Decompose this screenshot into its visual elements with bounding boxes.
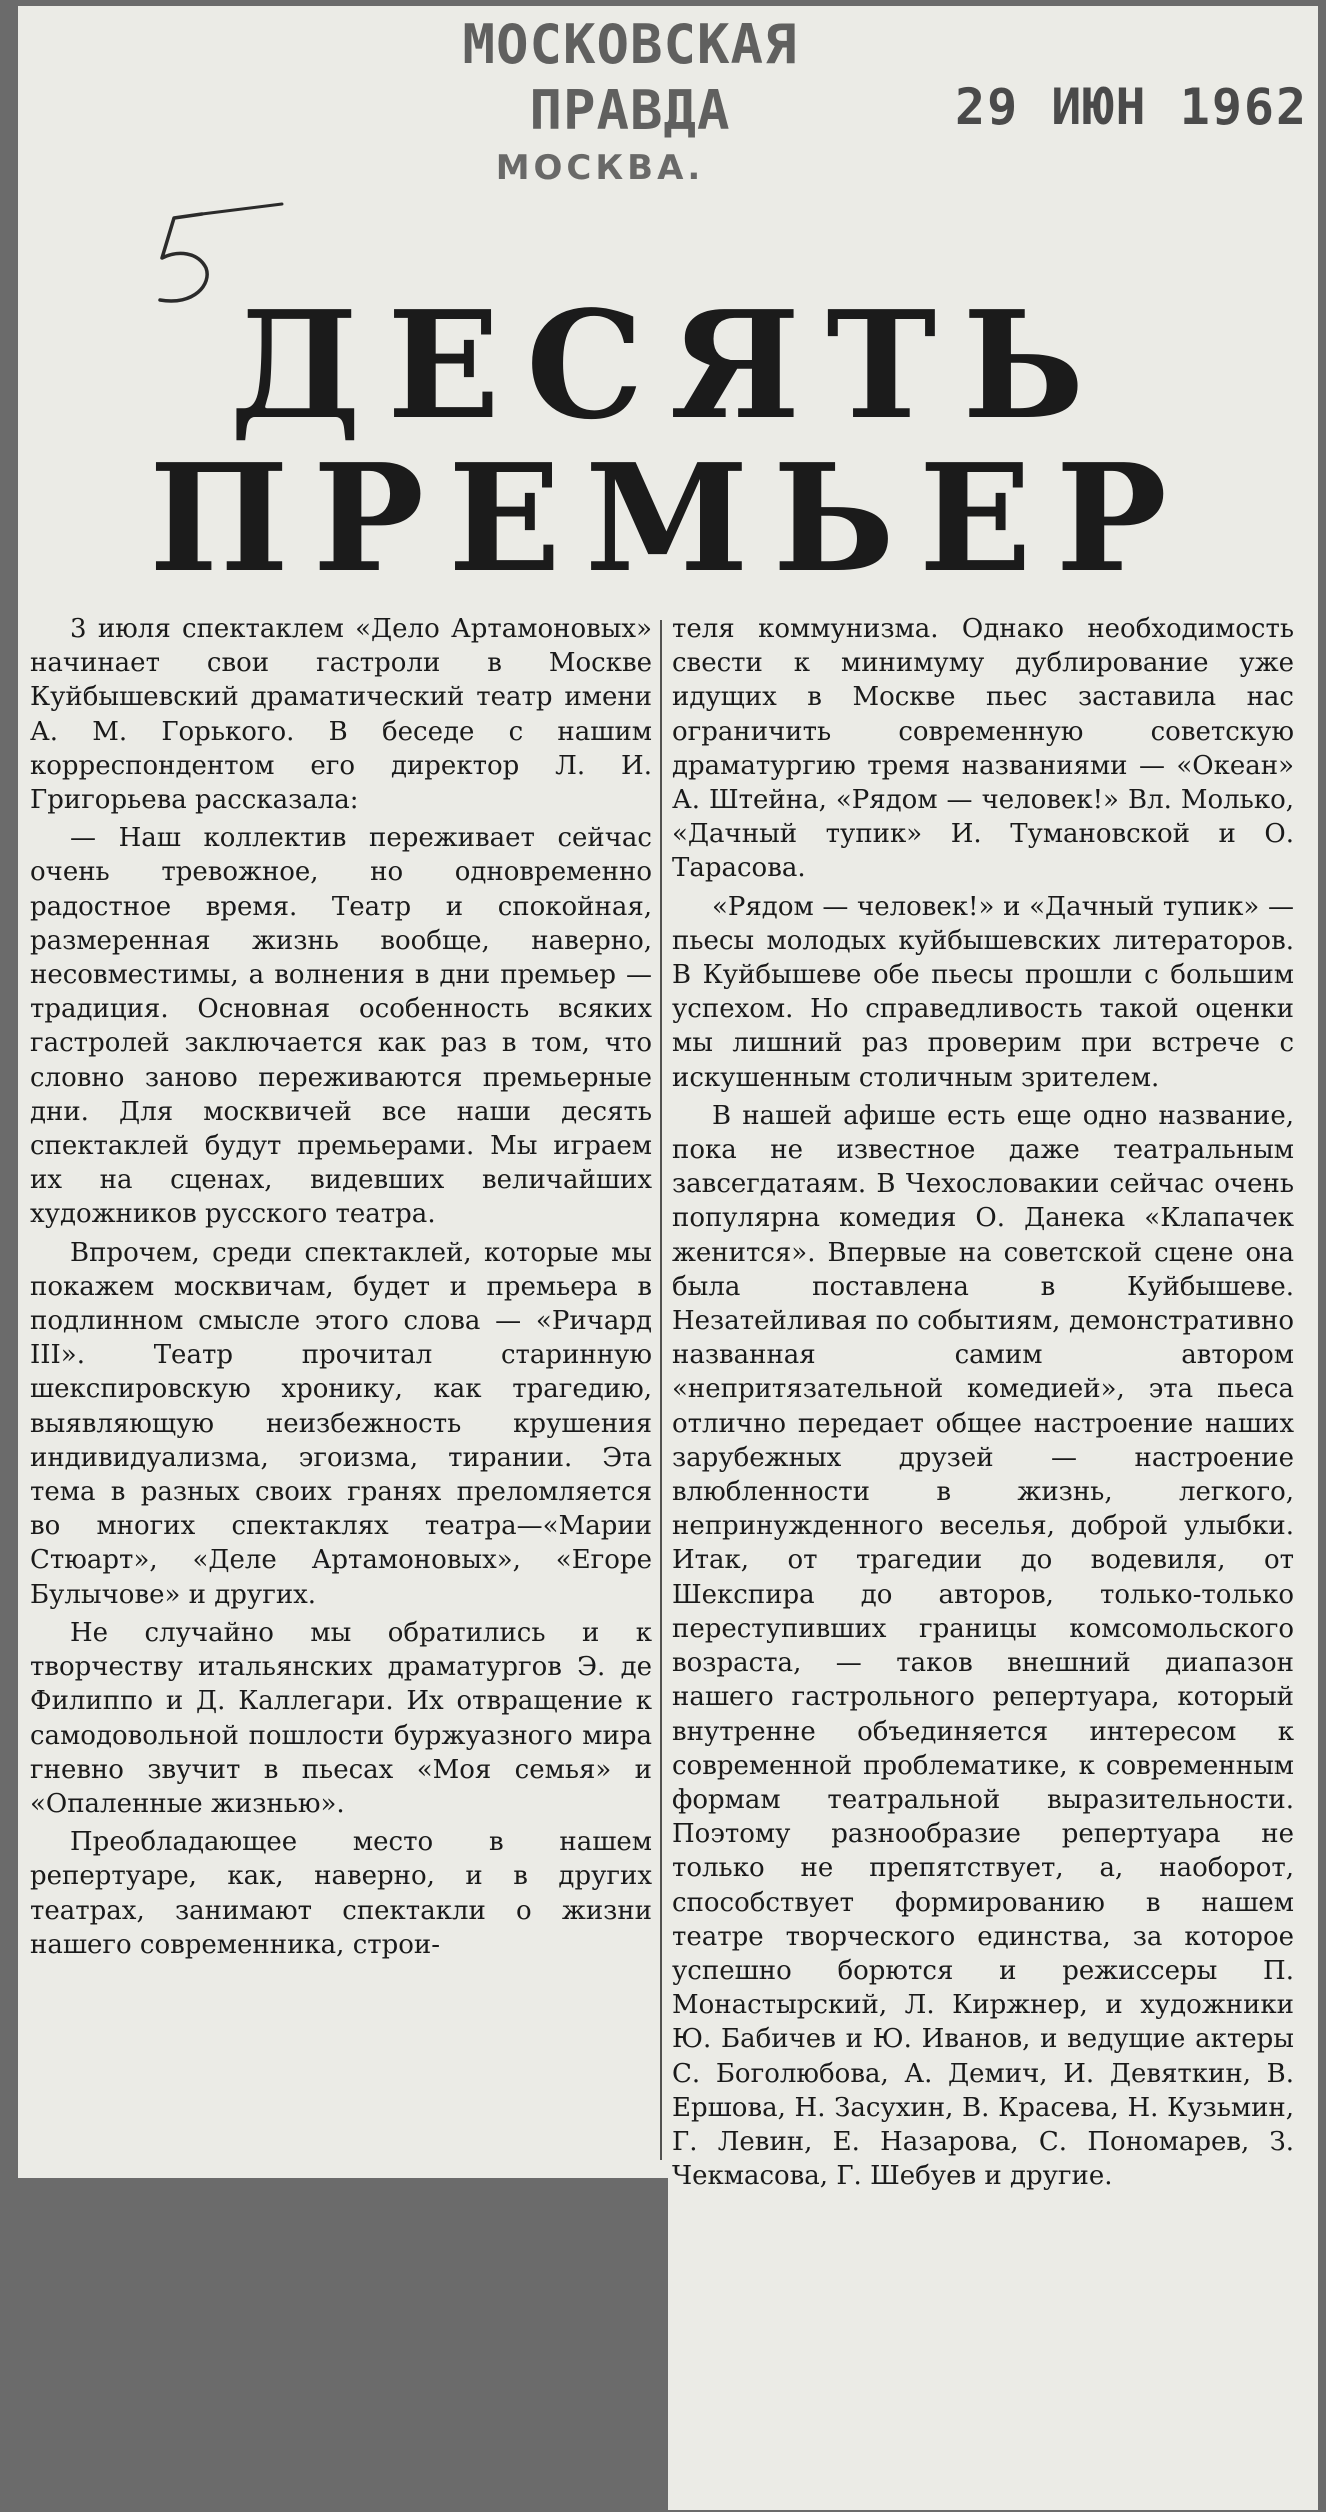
- paragraph: Преобладающее место в нашем репертуаре, как, наверно, и в других театрах, занимают спектакли о жизни нашего современника, строи-: [30, 1827, 652, 1960]
- paragraph: — Наш коллектив переживает сейчас очень тревожное, но одновременно радостное время. Театр и спокойная, размеренная жизнь вообще, наверно, несовместимы, а волнения в дни премьер — традиция. Основная особенность всяких гастролей заключается как раз в том, что словно заново переживаются премьерные дни. Для москвичей все наши десять спектаклей будут премьерами. Мы играем их на сценах, видевших величайших художников русского театра.: [30, 823, 652, 1230]
- paragraph: Не случайно мы обратились и к творчеству итальянских драматургов Э. де Филиппо и Д. Каллегари. Их отвращение к самодовольной пошлости буржуазного мира гневно звучит в пьесах «Моя семья» и «Опаленные жизнью».: [30, 1617, 652, 1819]
- article-column-right: [672, 612, 1294, 2193]
- masthead-name: МОСКОВСКАЯ ПРАВДА: [462, 13, 798, 142]
- date-stamp: 29 ИЮН 1962: [955, 78, 1309, 136]
- headline-line-1: ДЕСЯТЬ: [229, 278, 1111, 452]
- clipping-paper-tail: [668, 2160, 1318, 2510]
- paragraph-continued: теля коммунизма. Однако необходимость свести к минимуму дублирование уже идущих в Москве пьес заставила нас ограничить современную советскую драматургию тремя названиями — «Океан» А. Штейна, «Рядом — человек!» Вл. Молько, «Дачный тупик» И. Тумановской и О. Тарасова.: [672, 614, 1294, 884]
- article-column-left: [30, 612, 652, 1962]
- newspaper-masthead-stamp: [380, 12, 880, 192]
- paragraph: «Рядом — человек!» и «Дачный тупик» — пьесы молодых куйбышевских литераторов. В Куйбышеве обе пьесы прошли с большим успехом. Но справедливость такой оценки мы лишний раз проверим при встрече с искушенным столичным зрителем.: [672, 891, 1294, 1093]
- article-headline: [100, 278, 1240, 605]
- headline-line-2: ПРЕМЬЕР: [149, 431, 1191, 605]
- masthead-city: МОСКВА.: [495, 148, 705, 188]
- paragraph: Впрочем, среди спектаклей, которые мы покажем москвичам, будет и премьера в подлинном смысле этого слова — «Ричард III». Театр прочитал старинную шекспировскую хронику, как трагедию, выявляющую неизбежность крушения индивидуализма, эгоизма, тирании. Эта тема в разных своих гранях преломляется во многих спектаклях театра—«Марии Стюарт», «Деле Артамоновых», «Егоре Булычове» и других.: [30, 1237, 652, 1610]
- paragraph: В нашей афише есть еще одно название, пока не известное даже театральным завсегдатаям. В Чехословакии сейчас очень популярна комедия О. Данека «Клапачек женится». Впервые на советской сцене она была поставлена в Куйбышеве. Незатейливая по событиям, демонстративно названная самим автором «непритязательной комедией», эта пьеса отлично передает общее настроение наших зарубежных друзей — настроение влюбленности в жизнь, легкого, непринужденного веселья, доброй улыбки. Итак, от трагедии до водевиля, от Шекспира до авторов, только-только переступивших границы комсомольского возраста, — таков внешний диапазон нашего гастрольного репертуара, который внутренне объединяется интересом к современной проблематике, к современным формам театральной выразительности. Поэтому разнообразие репертуара не только не препятствует, а, наоборот, способствует формированию в нашем театре творческого единства, за которое успешно борются и режиссеры П. Монастырский, Л. Киржнер, и художники Ю. Бабичев и Ю. Иванов, и ведущие актеры С. Боголюбова, А. Демич, И. Девяткин, В. Ершова, Н. Засухин, В. Красева, Н. Кузьмин, Г. Левин, Е. Назарова, С. Пономарев, З. Чекмасова, Г. Шебуев и другие.: [672, 1100, 1294, 2192]
- paragraph: 3 июля спектаклем «Дело Артамоновых» начинает свои гастроли в Москве Куйбышевский драматический театр имени А. М. Горького. В беседе с нашим корреспондентом его директор Л. И. Григорьева рассказала:: [30, 614, 652, 816]
- column-divider: [660, 620, 662, 2160]
